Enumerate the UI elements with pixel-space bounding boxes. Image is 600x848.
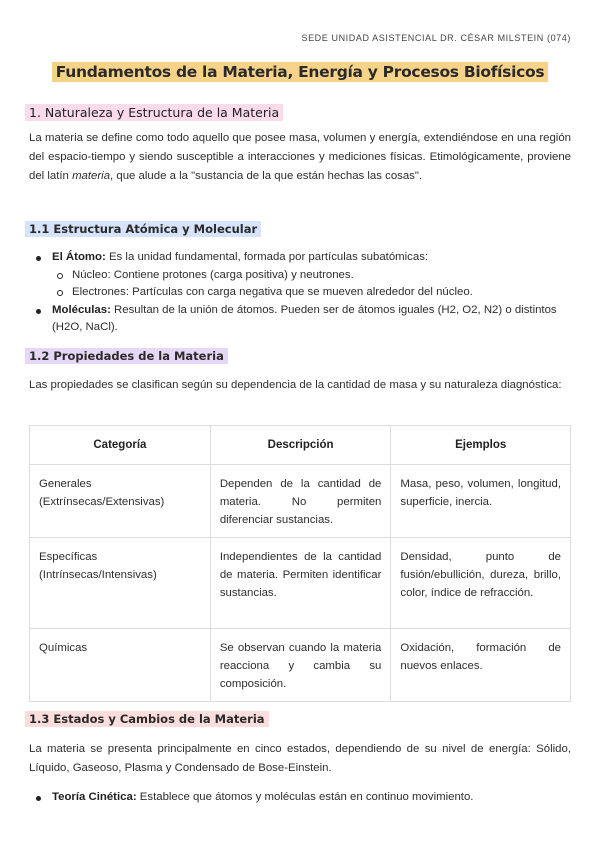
molecules-text: Resultan de la unión de átomos. Pueden ser de átomos iguales (H2, O2, N2) o distintos (H2O, NaCl).: [52, 303, 557, 333]
table-cell-description: Se observan cuando la materia reacciona y cambia su composición.: [210, 629, 391, 702]
section-1-intro: [29, 129, 571, 186]
document-title: Fundamentos de la Materia, Energía y Procesos Biofísicos: [52, 62, 549, 82]
kinetic-label: Teoría Cinética:: [52, 791, 137, 803]
table-cell-category: Generales (Extrínsecas/Extensivas): [30, 465, 211, 538]
table-row: [30, 538, 571, 629]
column-header-category: Categoría: [30, 426, 211, 465]
electrons-item: Electrones: Partículas con carga negativa que se mueven alrededor del núcleo.: [29, 284, 574, 302]
table-cell-examples: Masa, peso, volumen, longitud, superficie, inercia.: [391, 465, 571, 538]
section-1-heading: 1. Naturaleza y Estructura de la Materia: [25, 104, 283, 121]
kinetic-list: [29, 789, 574, 807]
properties-table: [29, 425, 571, 702]
section-1-intro-end: , que alude a la "sustancia de la que están hechas las cosas".: [110, 170, 423, 182]
section-1-intro-text: La materia se define como todo aquello que posee masa, volumen y energía, extendiéndose en una región del espacio-tiempo y siendo susceptible a interacciones y mediciones físicas. Etimológicamente, proviene del latín: [29, 132, 571, 182]
molecules-label: Moléculas:: [52, 303, 111, 316]
table-cell-description: Independientes de la cantidad de materia. Permiten identificar sustancias.: [210, 538, 391, 629]
table-cell-category: Específicas (Intrínsecas/Intensivas): [30, 538, 211, 629]
section-1-3-intro: La materia se presenta principalmente en cinco estados, dependiendo de su nivel de energía: Sólido, Líquido, Gaseoso, Plasma y Condensado de Bose-Einstein.: [29, 743, 571, 774]
atom-text: Es la unidad fundamental, formada por partículas subatómicas:: [105, 251, 429, 263]
atom-label: El Átomo:: [52, 251, 106, 263]
table-cell-category: Químicas: [30, 629, 211, 702]
atomic-structure-list: [29, 249, 574, 337]
column-header-examples: Ejemplos: [391, 426, 571, 465]
section-1-2-intro: Las propiedades se clasifican según su dependencia de la cantidad de masa y su naturaleza diagnóstica:: [29, 379, 562, 391]
table-cell-examples: Densidad, punto de fusión/ebullición, dureza, brillo, color, índice de refracción.: [391, 538, 571, 629]
document-title-wrap: [0, 62, 600, 81]
table-cell-examples: Oxidación, formación de nuevos enlaces.: [391, 629, 571, 702]
section-1-2-heading: 1.2 Propiedades de la Materia: [25, 348, 228, 364]
kinetic-theory-item: [29, 789, 574, 807]
nucleus-item: Núcleo: Contiene protones (carga positiva) y neutrones.: [29, 267, 574, 285]
table-row: [30, 629, 571, 702]
kinetic-text: Establece que átomos y moléculas están en continuo movimiento.: [136, 791, 474, 803]
table-header-row: [30, 426, 571, 465]
section-1-1-heading: 1.1 Estructura Atómica y Molecular: [25, 221, 261, 237]
table-cell-description: Dependen de la cantidad de materia. No permiten diferenciar sustancias.: [210, 465, 391, 538]
latin-term: materia: [72, 170, 111, 182]
column-header-description: Descripción: [210, 426, 391, 465]
atom-item: [29, 249, 574, 267]
section-1-3-heading: 1.3 Estados y Cambios de la Materia: [25, 711, 269, 727]
institution-header: SEDE UNIDAD ASISTENCIAL DR. CÉSAR MILSTEIN (074): [301, 33, 571, 43]
molecules-item: [29, 302, 574, 337]
table-row: [30, 465, 571, 538]
